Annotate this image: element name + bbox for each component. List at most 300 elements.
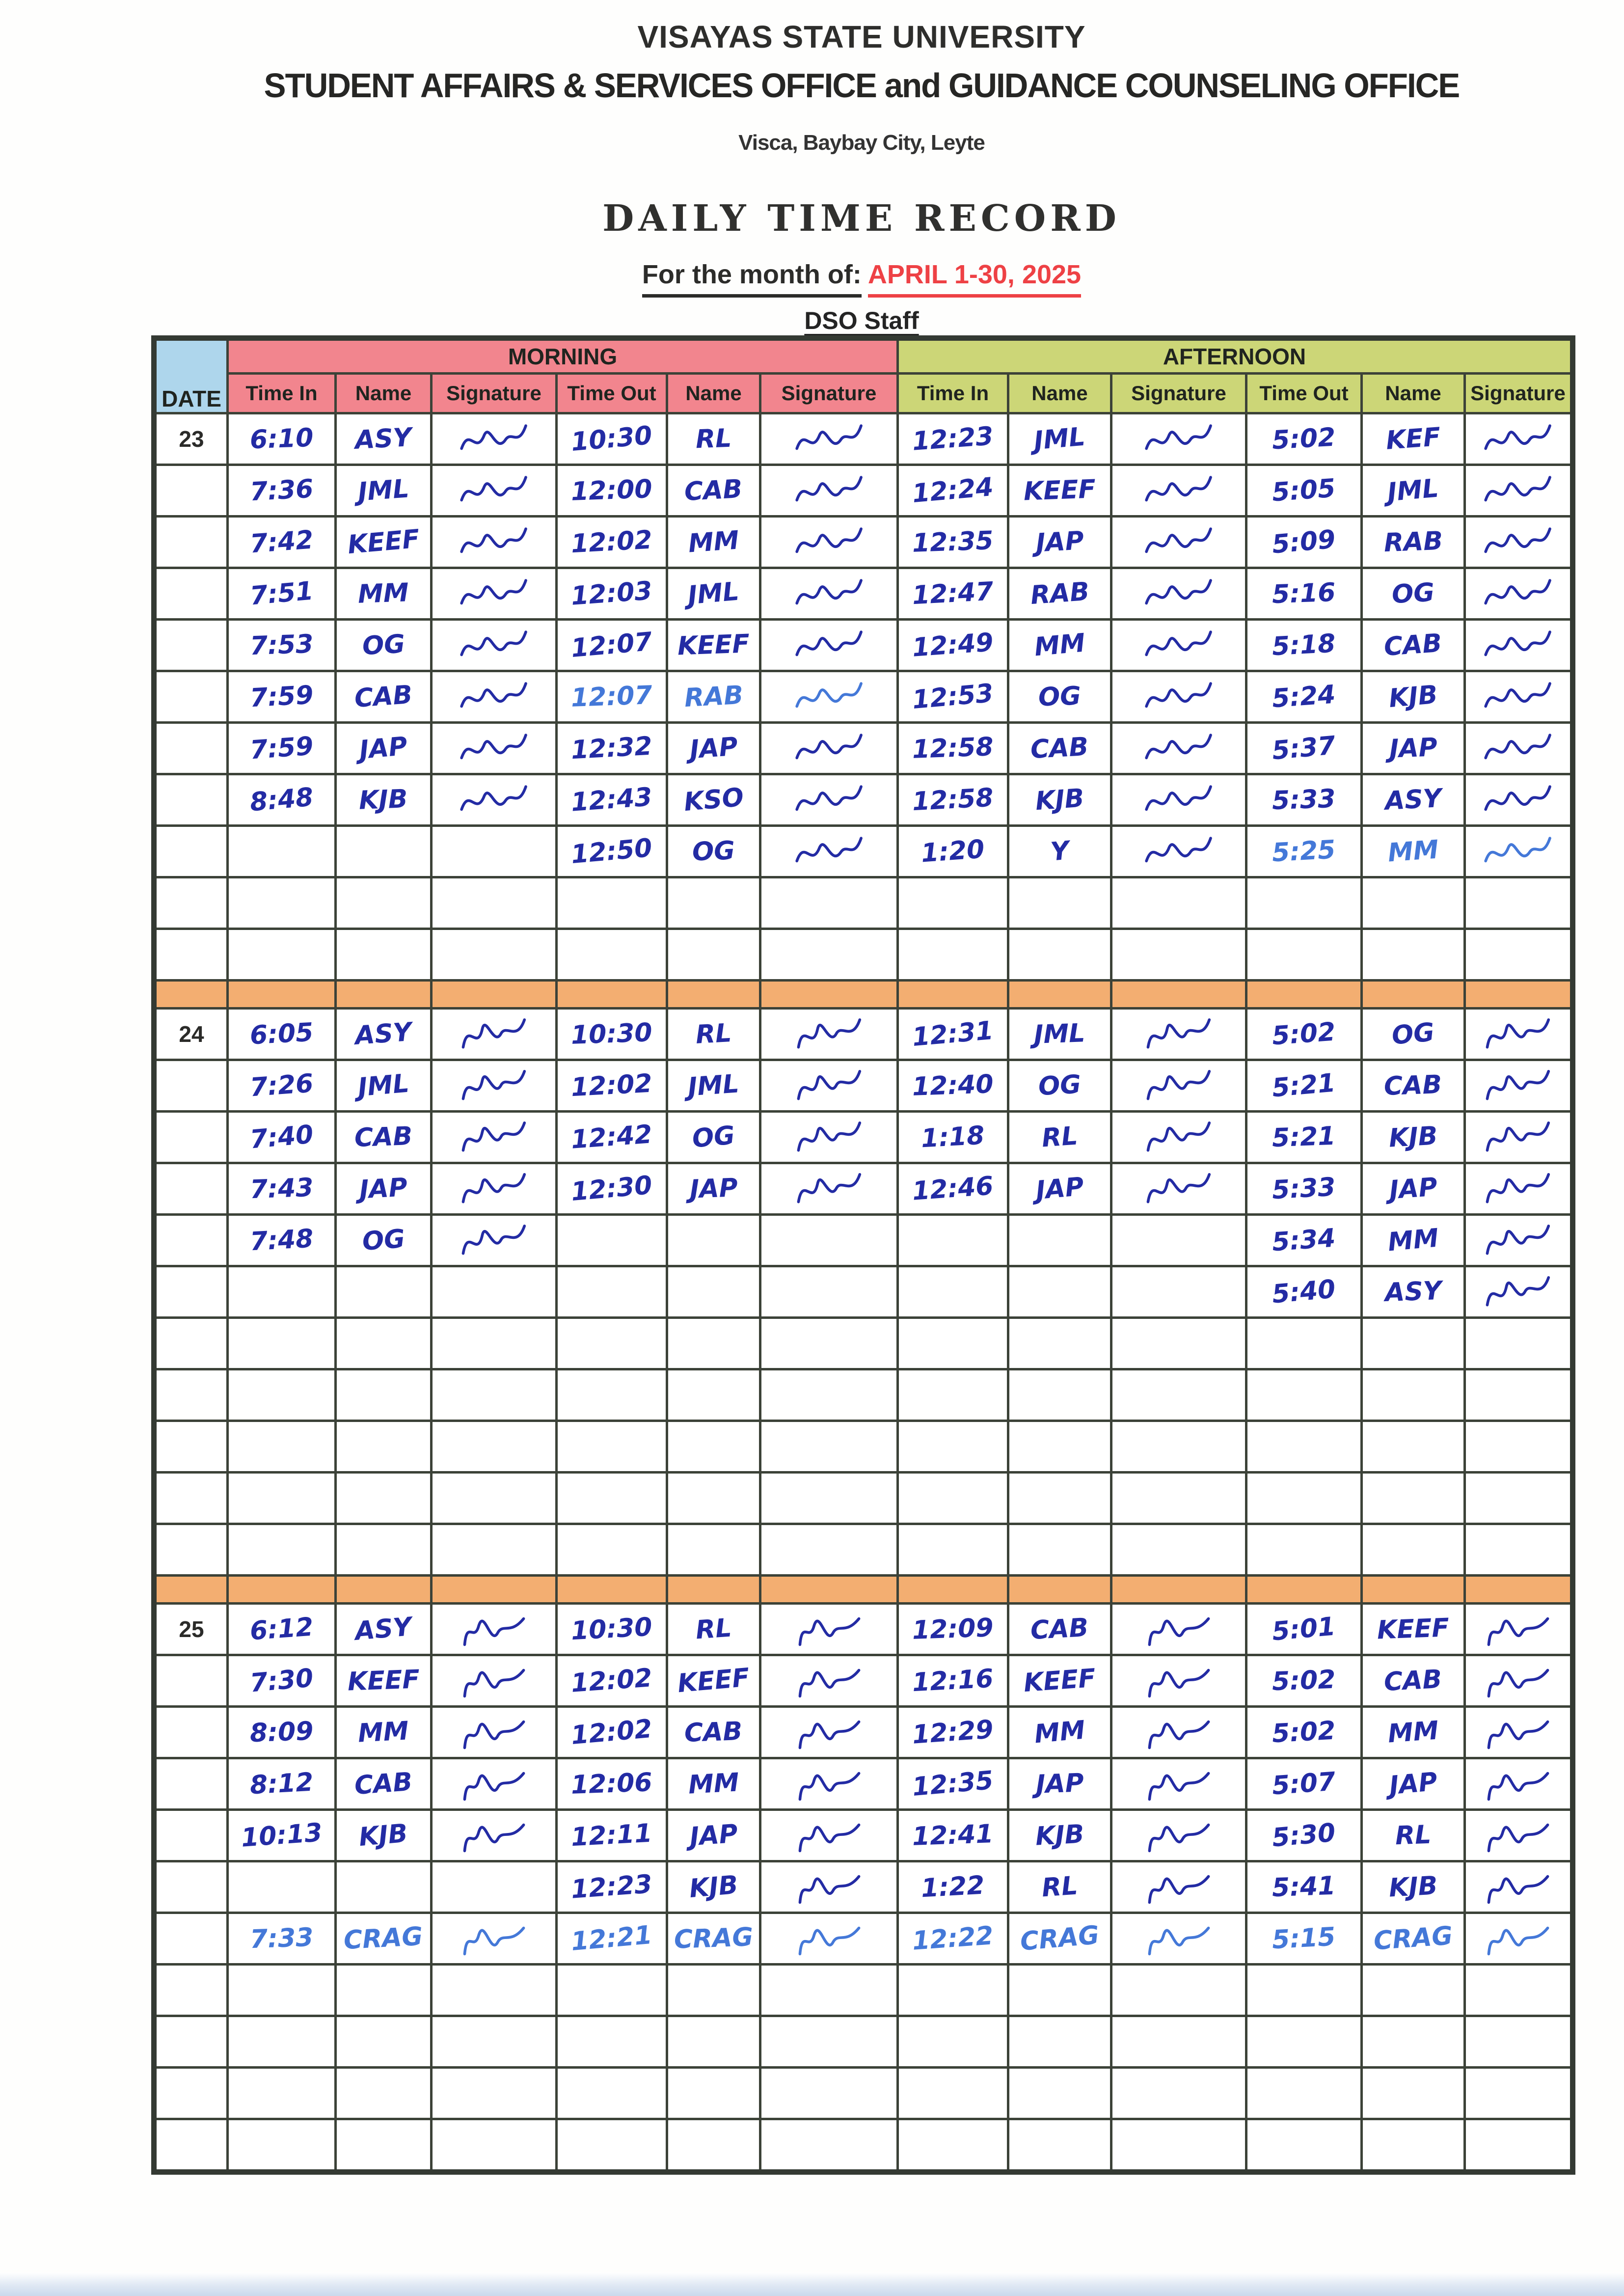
signature-cell [1465,1215,1573,1266]
empty-cell [667,1524,760,1576]
empty-cell [228,1266,336,1318]
table-row [154,2016,1573,2068]
handwritten-text: OG [1391,577,1435,610]
date-cell-empty [154,1215,228,1266]
handwritten-entry-cell [898,774,1008,826]
date-cell-empty [154,826,228,877]
separator-cell [1246,1576,1362,1604]
handwritten-entry-cell [667,723,760,774]
handwritten-entry-cell [557,517,667,568]
handwritten-entry-cell [667,1861,760,1913]
handwritten-text: RL [1394,1820,1432,1851]
empty-cell [1008,2119,1111,2172]
handwritten-entry-cell [667,1009,760,1060]
handwritten-text: KEEF [676,1663,751,1699]
empty-cell [1465,1318,1573,1369]
empty-cell [1111,1266,1246,1318]
empty-cell [760,1318,898,1369]
handwritten-entry-cell [1008,1655,1111,1707]
signature-scribble [790,1812,867,1858]
empty-cell [1111,929,1246,981]
signature-scribble [1140,571,1217,616]
date-label: 24 [154,1009,228,1060]
handwritten-entry-cell [1008,1758,1111,1810]
table-row [154,1369,1573,1421]
handwritten-entry-cell [667,671,760,723]
handwritten-entry-cell [336,671,432,723]
empty-cell [1362,1369,1465,1421]
signature-cell [432,1655,557,1707]
handwritten-text: 12:32 [570,731,653,765]
handwritten-text: 6:05 [249,1017,314,1051]
handwritten-text: 1:18 [920,1121,986,1154]
dtr-table-body [154,413,1573,2172]
handwritten-entry-cell [557,774,667,826]
signature-cell [1465,1913,1573,1965]
handwritten-entry-cell [1362,826,1465,877]
empty-cell [432,1266,557,1318]
handwritten-entry-cell [228,1758,336,1810]
empty-cell [760,877,898,929]
handwritten-text: CAB [353,680,413,714]
empty-cell [760,2068,898,2119]
empty-cell [1246,1473,1362,1524]
table-row [154,2068,1573,2119]
empty-cell [898,929,1008,981]
handwritten-entry-cell [1362,1163,1465,1215]
handwritten-text: 5:09 [1271,524,1337,560]
signature-scribble [455,725,532,771]
handwritten-entry-cell [336,413,432,465]
signature-scribble [455,1217,532,1263]
signature-cell [760,1861,898,1913]
empty-cell [1111,1369,1246,1421]
handwritten-entry-cell [1008,671,1111,723]
handwritten-entry-cell [667,1707,760,1758]
signature-scribble [455,622,532,668]
handwritten-entry-cell [898,568,1008,620]
separator-cell [154,1576,228,1604]
empty-cell [336,1318,432,1369]
handwritten-text: RL [695,1018,732,1050]
month-label: For the month of: [642,260,862,298]
signature-scribble [455,1114,532,1160]
signature-cell [1111,1163,1246,1215]
date-cell-empty [154,568,228,620]
signature-cell [760,774,898,826]
signature-cell [432,1163,557,1215]
handwritten-text: 12:16 [911,1664,995,1698]
handwritten-text: 6:10 [249,423,314,455]
handwritten-entry-cell [1362,568,1465,620]
empty-cell [1111,1473,1246,1524]
empty-cell [1111,1318,1246,1369]
handwritten-entry-cell [228,1163,336,1215]
empty-cell [898,1266,1008,1318]
handwritten-entry-cell [336,1655,432,1707]
handwritten-entry-cell [1008,1861,1111,1913]
signature-cell [1111,1810,1246,1861]
signature-cell [1111,465,1246,517]
handwritten-text: JAP [1388,1172,1438,1205]
signature-cell [1465,1655,1573,1707]
signature-cell [1111,1758,1246,1810]
signature-scribble [1140,1812,1217,1858]
university-name: VISAYAS STATE UNIVERSITY [637,19,1086,55]
handwritten-text: 12:53 [911,678,995,715]
handwritten-text: JAP [1388,733,1438,764]
signature-cell [432,413,557,465]
empty-cell [228,1965,336,2016]
empty-cell [1008,929,1111,981]
table-row [154,1604,1573,1655]
date-cell-empty [154,1421,228,1473]
empty-cell [1246,1369,1362,1421]
empty-cell [336,2016,432,2068]
empty-cell [1465,1421,1573,1473]
handwritten-text: 5:02 [1271,1017,1337,1051]
date-cell-empty [154,671,228,723]
empty-cell [1246,1524,1362,1576]
empty-cell [432,2016,557,2068]
empty-cell [228,2016,336,2068]
table-row [154,517,1573,568]
handwritten-text: 12:02 [570,1663,653,1698]
handwritten-entry-cell [1008,1707,1111,1758]
signature-scribble [455,1166,532,1211]
handwritten-entry-cell [1008,826,1111,877]
separator-cell [336,981,432,1009]
handwritten-text: JML [1033,1018,1086,1050]
handwritten-entry-cell [228,568,336,620]
signature-cell [432,1758,557,1810]
handwritten-text: 7:48 [249,1224,314,1257]
handwritten-entry-cell [898,413,1008,465]
date-cell-empty [154,1369,228,1421]
date-cell-empty [154,1318,228,1369]
handwritten-text: KJB [1388,1121,1438,1153]
handwritten-text: 5:02 [1271,422,1337,456]
handwritten-entry-cell [898,1758,1008,1810]
handwritten-entry-cell [667,517,760,568]
empty-cell [1008,1266,1111,1318]
handwritten-text: 12:02 [569,1714,654,1751]
table-row [154,1112,1573,1163]
empty-cell [336,1524,432,1576]
handwritten-text: JAP [689,1173,738,1204]
empty-cell [1362,1473,1465,1524]
signature-scribble [1140,1761,1217,1806]
table-row [154,1318,1573,1369]
empty-cell [898,2119,1008,2172]
handwritten-entry-cell [898,1112,1008,1163]
empty-cell [667,1318,760,1369]
handwritten-text: RL [1040,1871,1079,1903]
signature-cell [760,826,898,877]
handwritten-text: 5:41 [1272,1871,1336,1903]
signature-scribble [1479,1217,1556,1263]
separator-cell [557,981,667,1009]
empty-cell [1362,2068,1465,2119]
table-row [154,1163,1573,1215]
handwritten-text: MM [1033,1715,1086,1749]
signature-scribble [1479,519,1556,565]
empty-cell [432,929,557,981]
handwritten-text: Y [1049,836,1070,867]
empty-cell [336,929,432,981]
handwritten-entry-cell [667,1913,760,1965]
signature-scribble [455,1761,532,1806]
signature-cell [432,465,557,517]
signature-scribble [455,777,532,822]
handwritten-text: RL [1040,1121,1079,1153]
handwritten-entry-cell [1008,413,1111,465]
handwritten-text: 12:29 [911,1715,995,1750]
signature-scribble [790,828,867,874]
handwritten-entry-cell [1246,517,1362,568]
signature-scribble [1479,1761,1556,1806]
signature-cell [432,517,557,568]
handwritten-text: KJB [1388,1871,1438,1903]
block-separator-row [154,1576,1573,1604]
signature-scribble [790,725,867,771]
empty-cell [760,1421,898,1473]
handwritten-text: CAB [1383,628,1443,662]
signature-cell [1111,517,1246,568]
signature-cell [1465,723,1573,774]
separator-cell [667,1576,760,1604]
handwritten-entry-cell [1246,1655,1362,1707]
signature-scribble [1479,1709,1556,1755]
signature-scribble [1140,622,1217,668]
handwritten-entry-cell [228,1707,336,1758]
empty-cell [228,1318,336,1369]
col-header-morning-name1: Name [336,374,432,413]
signature-cell [1465,826,1573,877]
signature-cell [760,1655,898,1707]
signature-scribble [455,1658,532,1703]
handwritten-entry-cell [1362,1060,1465,1112]
signature-cell [432,1009,557,1060]
empty-cell [760,2016,898,2068]
col-header-morning-sig1: Signature [432,374,557,413]
empty-cell [898,1369,1008,1421]
empty-cell [432,1369,557,1421]
signature-scribble [1479,725,1556,771]
empty-cell [557,1421,667,1473]
office-name: STUDENT AFFAIRS & SERVICES OFFICE and GUIDANCE COUNSELING OFFICE [264,66,1460,105]
signature-scribble [1140,1864,1217,1910]
handwritten-entry-cell [228,465,336,517]
handwritten-entry-cell [557,1810,667,1861]
handwritten-entry-cell [336,1810,432,1861]
handwritten-text: 1:22 [920,1870,986,1904]
handwritten-entry-cell [1246,671,1362,723]
handwritten-text: JAP [1034,1172,1085,1206]
handwritten-entry-cell [228,620,336,671]
handwritten-entry-cell [228,1060,336,1112]
signature-scribble [790,674,867,719]
date-cell-empty [154,1861,228,1913]
empty-cell [1008,1215,1111,1266]
handwritten-entry-cell [336,1009,432,1060]
handwritten-text: 12:03 [570,576,653,611]
table-row [154,2119,1573,2172]
table-row [154,1655,1573,1707]
signature-cell [432,1604,557,1655]
signature-cell [432,774,557,826]
document-header [152,0,1571,335]
handwritten-entry-cell [898,1861,1008,1913]
handwritten-text: RAB [1383,526,1443,558]
empty-cell [1008,2016,1111,2068]
empty-cell [432,1861,557,1913]
signature-scribble [1479,1166,1556,1211]
signature-cell [760,671,898,723]
signature-cell [1465,1060,1573,1112]
handwritten-text: KEEF [1023,1663,1097,1698]
handwritten-entry-cell [667,620,760,671]
separator-cell [1362,1576,1465,1604]
signature-scribble [790,777,867,822]
empty-cell [1246,2068,1362,2119]
scan-edge-artifact [0,2272,1624,2296]
handwritten-text: OG [691,1121,736,1154]
date-cell-empty [154,1913,228,1965]
empty-cell [336,1421,432,1473]
handwritten-entry-cell [898,1060,1008,1112]
handwritten-entry-cell [1246,1758,1362,1810]
table-row [154,620,1573,671]
handwritten-entry-cell [1246,1163,1362,1215]
table-row [154,826,1573,877]
empty-cell [667,929,760,981]
handwritten-text: 12:50 [569,833,654,870]
empty-cell [898,2016,1008,2068]
date-label: 23 [154,413,228,465]
signature-cell [760,1604,898,1655]
handwritten-text: 5:21 [1272,1121,1336,1153]
signature-scribble [1140,467,1217,513]
separator-cell [432,981,557,1009]
handwritten-text: OG [1037,1069,1082,1102]
handwritten-entry-cell [557,826,667,877]
date-cell-empty [154,1758,228,1810]
handwritten-entry-cell [1246,1604,1362,1655]
signature-scribble [1140,1011,1217,1057]
handwritten-text: JAP [1035,526,1084,558]
handwritten-text: KJB [688,1870,739,1904]
handwritten-entry-cell [1246,1112,1362,1163]
empty-cell [1111,877,1246,929]
handwritten-entry-cell [1362,1112,1465,1163]
empty-cell [1246,1318,1362,1369]
separator-cell [898,981,1008,1009]
handwritten-text: 12:07 [569,627,654,664]
signature-cell [1465,1163,1573,1215]
empty-cell [336,826,432,877]
handwritten-text: KJB [1034,783,1085,817]
signature-cell [1111,620,1246,671]
empty-cell [432,2119,557,2172]
handwritten-text: 12:23 [911,421,995,457]
handwritten-entry-cell [1246,1913,1362,1965]
date-cell-empty [154,1163,228,1215]
handwritten-entry-cell [336,774,432,826]
empty-cell [1465,1369,1573,1421]
handwritten-entry-cell [557,1112,667,1163]
date-cell-empty [154,517,228,568]
empty-cell [228,2068,336,2119]
handwritten-text: 5:21 [1271,1068,1337,1103]
table-row [154,671,1573,723]
col-header-afternoon-time-out: Time Out [1246,374,1362,413]
handwritten-text: 7:26 [248,1068,315,1103]
handwritten-entry-cell [228,1009,336,1060]
signature-cell [1111,1060,1246,1112]
handwritten-entry-cell [667,1112,760,1163]
col-header-afternoon-time-in: Time In [898,374,1008,413]
signature-scribble [1140,1658,1217,1703]
handwritten-entry-cell [336,465,432,517]
signature-cell [760,1009,898,1060]
handwritten-entry-cell [557,1758,667,1810]
handwritten-entry-cell [1008,465,1111,517]
separator-cell [432,1576,557,1604]
date-cell-empty [154,1810,228,1861]
handwritten-entry-cell [228,774,336,826]
empty-cell [1246,2016,1362,2068]
signature-cell [432,1707,557,1758]
empty-cell [1465,929,1573,981]
handwritten-entry-cell [228,1810,336,1861]
staff-group-label: DSO Staff [804,307,919,334]
handwritten-entry-cell [336,1060,432,1112]
handwritten-text: MM [1386,1223,1440,1257]
signature-scribble [455,1709,532,1755]
signature-cell [760,1707,898,1758]
signature-scribble [790,1606,867,1652]
handwritten-entry-cell [1362,413,1465,465]
handwritten-entry-cell [667,1060,760,1112]
handwritten-text: ASY [354,423,413,455]
handwritten-entry-cell [667,774,760,826]
empty-cell [760,929,898,981]
separator-cell [154,981,228,1009]
handwritten-text: RAB [1029,576,1090,611]
handwritten-entry-cell [1246,620,1362,671]
handwritten-text: KEF [1384,422,1442,456]
signature-cell [1111,1913,1246,1965]
handwritten-text: 8:12 [249,1767,314,1801]
signature-scribble [1140,1166,1217,1211]
handwritten-entry-cell [557,1861,667,1913]
handwritten-entry-cell [557,465,667,517]
handwritten-entry-cell [898,1810,1008,1861]
empty-cell [667,1215,760,1266]
handwritten-text: OG [1390,1017,1436,1051]
empty-cell [557,1318,667,1369]
table-row [154,1861,1573,1913]
empty-cell [336,1266,432,1318]
signature-cell [432,1215,557,1266]
signature-cell [1465,1604,1573,1655]
handwritten-entry-cell [1008,1913,1111,1965]
handwritten-text: 12:02 [570,1068,653,1103]
date-cell-empty [154,1266,228,1318]
signature-cell [1111,413,1246,465]
empty-cell [667,2068,760,2119]
